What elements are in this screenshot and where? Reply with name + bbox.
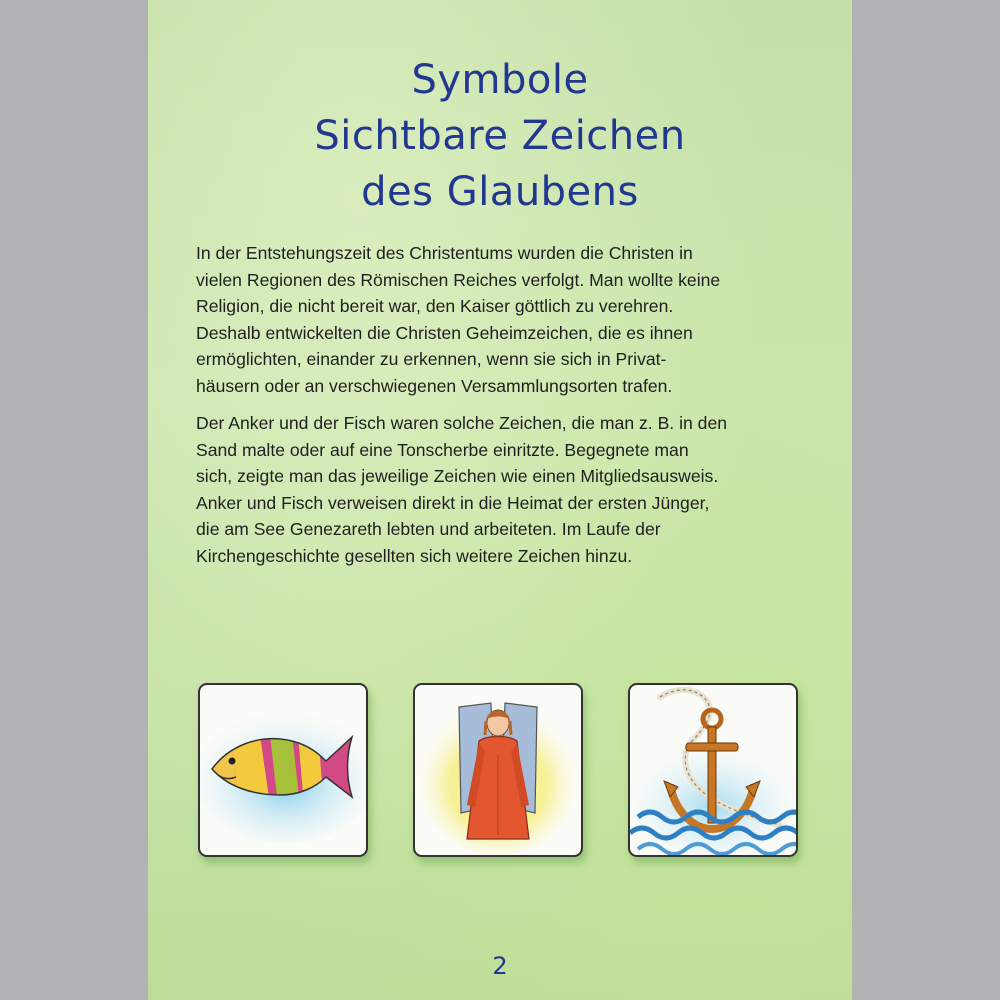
title-line-3: des Glaubens [361, 169, 639, 215]
anchor-tile [628, 683, 798, 857]
text-line: häusern oder an verschwiegenen Versammlungsorten trafen. [196, 375, 673, 396]
text-line: vielen Regionen des Römischen Reiches verfolgt. Man wollte keine [196, 269, 721, 290]
title-line-2: Sichtbare Zeichen [314, 113, 686, 159]
text-line: Deshalb entwickelten die Christen Geheimzeichen, die es ihnen [196, 322, 693, 343]
anchor-icon [630, 685, 796, 855]
body-text [196, 240, 806, 580]
page-number: 2 [492, 952, 508, 980]
paragraph-1 [196, 240, 806, 399]
text-line: Kirchengeschichte gesellten sich weitere Zeichen hinzu. [196, 545, 633, 566]
text-line: die am See Genezareth lebten und arbeiteten. Im Laufe der [196, 519, 661, 539]
fish-tile [198, 683, 368, 857]
text-line: In der Entstehungszeit des Christentums wurden die Christen in [196, 243, 693, 263]
text-line: ermöglichten, einander zu erkennen, wenn sie sich in Privat- [196, 349, 667, 369]
text-line: sich, zeigte man das jeweilige Zeichen wie einen Mitgliedsausweis. [196, 466, 719, 486]
text-line: Anker und Fisch verweisen direkt in die Heimat der ersten Jünger, [196, 492, 710, 513]
fish-icon [200, 685, 366, 855]
paragraph-2 [196, 410, 806, 569]
book-page [148, 0, 852, 1000]
angel-tile [413, 683, 583, 857]
text-line: Sand malte oder auf eine Tonscherbe einritzte. Begegnete man [196, 439, 689, 460]
page-title [148, 52, 852, 220]
text-line: Der Anker und der Fisch waren solche Zeichen, die man z. B. in den [196, 413, 728, 433]
title-line-1: Symbole [411, 57, 589, 103]
angel-icon [415, 685, 581, 855]
text-line: Religion, die nicht bereit war, den Kaiser göttlich zu verehren. [196, 296, 674, 316]
